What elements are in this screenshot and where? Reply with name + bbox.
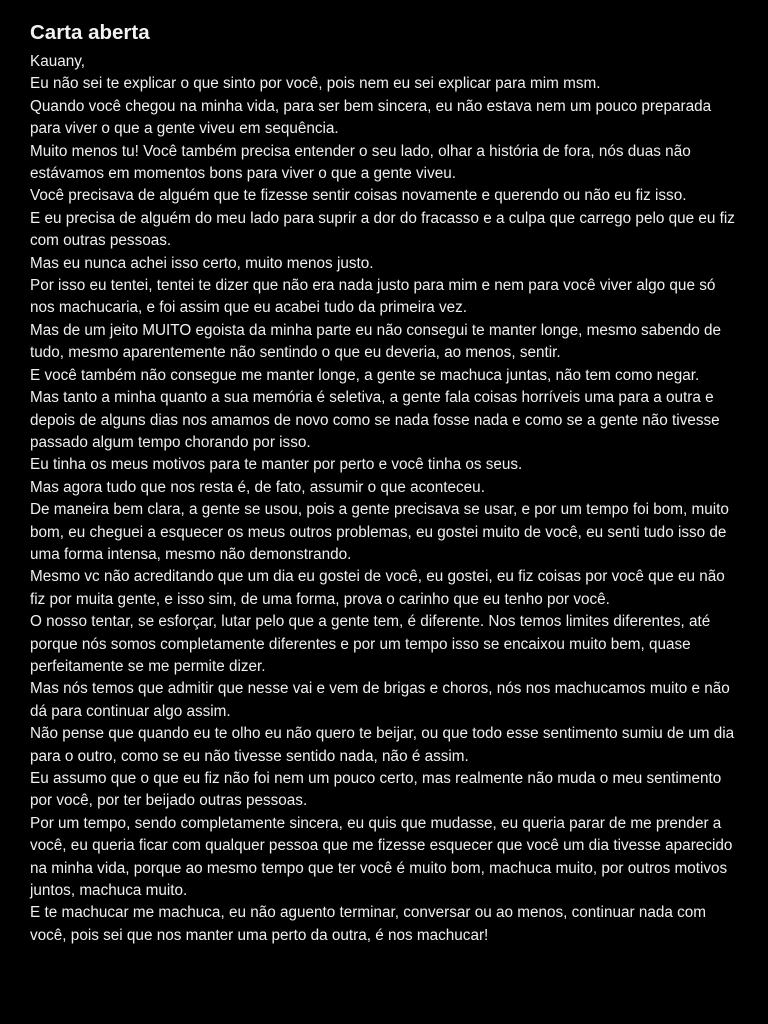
note-title: Carta aberta <box>30 21 150 44</box>
note-paragraph: Eu tinha os meus motivos para te manter por perto e você tinha os seus. <box>30 456 523 474</box>
note-paragraph: Por um tempo, sendo completamente sincera, eu quis que mudasse, eu queria parar de me prender a você, eu queria ficar com qualquer pessoa que me fizesse esquecer que você um dia tivesse aparecido na minha vida, porque ao mesmo tempo que ter você é muito bom, machuca muito, por outros motivos juntos, machuca muito. <box>30 814 733 900</box>
note-paragraph: Quando você chegou na minha vida, para ser bem sincera, eu não estava nem um pouco preparada para viver o que a gente viveu em sequência. <box>30 97 712 138</box>
note-paragraph: Por isso eu tentei, tentei te dizer que não era nada justo para mim e nem para você viver algo que só nos machucaria, e foi assim que eu acabei tudo da primeira vez. <box>30 277 716 317</box>
note-paragraph: De maneira bem clara, a gente se usou, pois a gente precisava se usar, e por um tempo foi bom, muito bom, eu cheguei a esquecer os meus outros problemas, eu gostei muito de você, eu senti tudo isso de uma forma intensa, mesmo não demonstrando. <box>30 501 729 563</box>
note-paragraph: Muito menos tu! Você também precisa entender o seu lado, olhar a história de fora, nós duas não estávamos em momentos bons para viver o que a gente viveu. <box>30 142 691 183</box>
note-paragraph: Mas de um jeito MUITO egoista da minha parte eu não consegui te manter longe, mesmo sabendo de tudo, mesmo aparentemente não sentindo o que eu deveria, ao menos, sentir. <box>30 321 722 362</box>
note-paragraph: E eu precisa de alguém do meu lado para suprir a dor do fracasso e a culpa que carrego pelo que eu fiz com outras pessoas. <box>30 209 735 250</box>
note-paragraph: Mas tanto a minha quanto a sua memória é seletiva, a gente fala coisas horríveis uma para a outra e depois de alguns dias nos amamos de novo como se nada fosse nada e como se a gente não tivesse passado algum tempo chorando por isso. <box>30 389 720 451</box>
note-document <box>30 20 742 947</box>
note-paragraph: E você também não consegue me manter longe, a gente se machuca juntas, não tem como negar. <box>30 366 700 384</box>
note-paragraph: Mesmo vc não acreditando que um dia eu gostei de você, eu gostei, eu fiz coisas por você que eu não fiz por muita gente, e isso sim, de uma forma, prova o carinho que eu tenho por você. <box>30 568 725 608</box>
note-paragraph: O nosso tentar, se esforçar, lutar pelo que a gente tem, é diferente. Nos temos limites diferentes, até porque nós somos completamente diferentes e por um tempo isso se encaixou muito bem, quase perfeitamente se me permite dizer. <box>30 613 711 675</box>
note-paragraph: Eu assumo que o que eu fiz não foi nem um pouco certo, mas realmente não muda o meu sentimento por você, por ter beijado outras pessoas. <box>30 770 722 810</box>
note-body[interactable] <box>30 51 742 947</box>
note-paragraph: Mas eu nunca achei isso certo, muito menos justo. <box>30 254 374 272</box>
note-paragraph: E te machucar me machuca, eu não aguento terminar, conversar ou ao menos, continuar nada com você, pois sei que nos manter uma perto da outra, é nos machucar! <box>30 904 706 944</box>
note-paragraph: Kauany, <box>30 53 85 70</box>
note-paragraph: Não pense que quando eu te olho eu não quero te beijar, ou que todo esse sentimento sumiu de um dia para o outro, como se eu não tivesse sentido nada, não é assim. <box>30 725 735 765</box>
note-paragraph: Mas nós temos que admitir que nesse vai e vem de brigas e choros, nós nos machucamos muito e não dá para continuar algo assim. <box>30 680 730 720</box>
note-paragraph: Eu não sei te explicar o que sinto por você, pois nem eu sei explicar para mim msm. <box>30 75 601 93</box>
note-paragraph: Mas agora tudo que nos resta é, de fato, assumir o que aconteceu. <box>30 478 485 496</box>
note-paragraph: Você precisava de alguém que te fizesse sentir coisas novamente e querendo ou não eu fiz isso. <box>30 187 687 205</box>
